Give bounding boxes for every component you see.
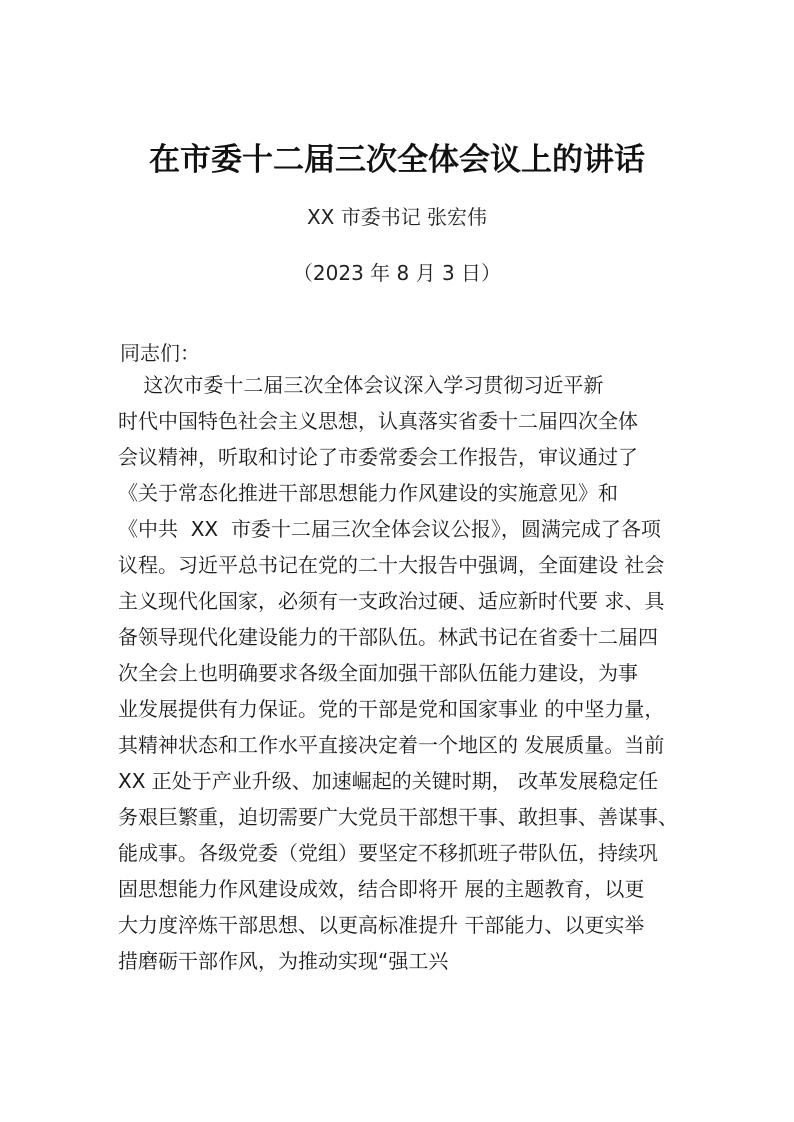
body-line: 次全会上也明确要求各级全面加强干部队伍能力建设，为事 <box>118 661 638 685</box>
body-line: 业发展提供有力保证。党的干部是党和国家事业 的中坚力量， <box>118 697 665 721</box>
body-line: 固思想能力作风建设成效，结合即将开 展的主题教育，以更 <box>118 877 645 901</box>
body-line: 务艰巨繁重，迫切需要广大党员干部想干事、敢担事、善谋事、 <box>118 805 678 829</box>
salutation: 同志们： <box>120 341 200 365</box>
body-line: 《关于常态化推进干部思想能力作风建设的实施意见》和 <box>118 481 618 505</box>
body-line: 大力度淬炼干部思想、以更高标准提升 干部能力、以更实举 <box>118 913 645 937</box>
body-line: 时代中国特色社会主义思想，认真落实省委十二届四次全体 <box>118 409 638 433</box>
body-line: 会议精神，听取和讨论了市委常委会工作报告，审议通过了 <box>118 445 638 469</box>
body-line: 主义现代化国家，必须有一支政治过硬、适应新时代要 求、具 <box>118 589 665 613</box>
body-line: 这次市委十二届三次全体会议深入学习贯彻习近平新 <box>118 373 604 397</box>
body-line: 措磨砺干部作风，为推动实现“强工兴 <box>118 949 449 973</box>
body-paragraph <box>118 367 708 979</box>
body-line: 备领导现代化建设能力的干部队伍。林武书记在省委十二届四 <box>118 625 658 649</box>
author-line: XX 市委书记 张宏伟 <box>306 205 488 229</box>
body-line: 《中共 XX 市委十二届三次全体会议公报》，圆满完成了各项 <box>118 517 661 541</box>
body-line: 议程。习近平总书记在党的二十大报告中强调，全面建设 社会 <box>118 553 665 577</box>
body-line: 能成事。各级党委（党组）要坚定不移抓班子带队伍，持续巩 <box>118 841 658 865</box>
body-line: 其精神状态和工作水平直接决定着一个地区的 发展质量。当前 <box>118 733 665 757</box>
date-line: （2023 年 8 月 3 日） <box>292 261 502 285</box>
document-title: 在市委十二届三次全体会议上的讲话 <box>149 142 645 178</box>
body-line: XX 正处于产业升级、加速崛起的关键时期， 改革发展稳定任 <box>118 769 659 793</box>
